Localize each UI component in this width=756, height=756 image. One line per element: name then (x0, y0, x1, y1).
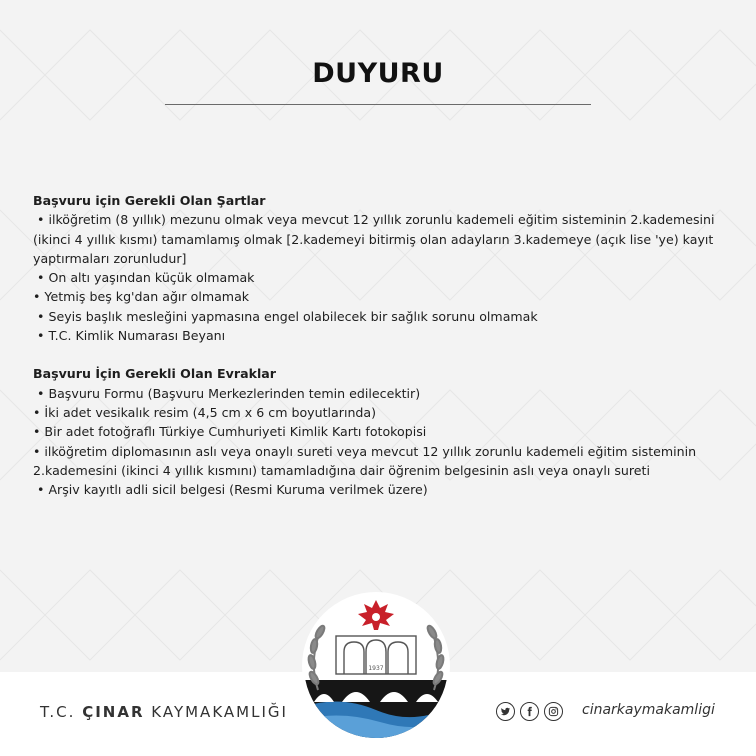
title-divider (165, 104, 591, 105)
documents-section (33, 364, 733, 499)
twitter-icon[interactable] (496, 702, 515, 721)
org-name-rest: KAYMAKAMLIĞI (151, 703, 288, 721)
list-item: • Seyis başlık mesleğini yapmasına engel olabilecek bir sağlık sorunu olmamak (33, 308, 538, 324)
list-item: • Yetmiş beş kg'dan ağır olmamak (33, 289, 250, 305)
emblem-year: 1937 (368, 665, 384, 672)
social-icons (496, 702, 568, 721)
list-item: • Başvuru Formu (Başvuru Merkezlerinden temin edilecektir) (33, 385, 421, 401)
list-item: • ilköğretim (8 yıllık) mezunu olmak veya mevcut 12 yıllık zorunlu kademeli eğitim sisteminin 2.kademesini (ikinci 4 yıllık kısmı) tamamlamış olmak [2.kademeyi bitirmiş olan adayların 3.kademeye (açık lise 'ye) kayıt yaptırmaları zorunludur] (33, 212, 719, 266)
emblem-logo (300, 590, 452, 742)
list-item: • T.C. Kimlik Numarası Beyanı (33, 328, 226, 344)
requirements-heading: Başvuru için Gerekli Olan Şartlar (33, 193, 266, 208)
documents-heading: Başvuru İçin Gerekli Olan Evraklar (33, 366, 276, 382)
facebook-icon[interactable] (520, 702, 539, 721)
list-item: • On altı yaşından küçük olmamak (33, 270, 255, 286)
org-prefix: T.C. (40, 703, 76, 721)
announcement-body (33, 191, 733, 518)
list-item: • ilköğretim diplomasının aslı veya onaylı sureti veya mevcut 12 yıllık zorunlu kademeli eğitim sisteminin 2.kademesini (ikinci 4 yıllık kısmını) tamamladığına dair öğrenim belgesinin aslı veya onaylı sureti (33, 443, 701, 478)
requirements-section (33, 191, 733, 345)
list-item: • İki adet vesikalık resim (4,5 cm x 6 cm boyutlarında) (33, 404, 377, 420)
list-item: • Arşiv kayıtlı adli sicil belgesi (Resmi Kuruma verilmek üzere) (33, 482, 428, 498)
instagram-icon[interactable] (544, 702, 563, 721)
page-title: DUYURU (312, 58, 444, 89)
social-handle[interactable]: cinarkaymakamligi (582, 702, 715, 718)
list-item: • Bir adet fotoğraflı Türkiye Cumhuriyeti Kimlik Kartı fotokopisi (33, 424, 427, 440)
org-name-bold: ÇINAR (82, 703, 145, 721)
organization-name (40, 703, 288, 721)
